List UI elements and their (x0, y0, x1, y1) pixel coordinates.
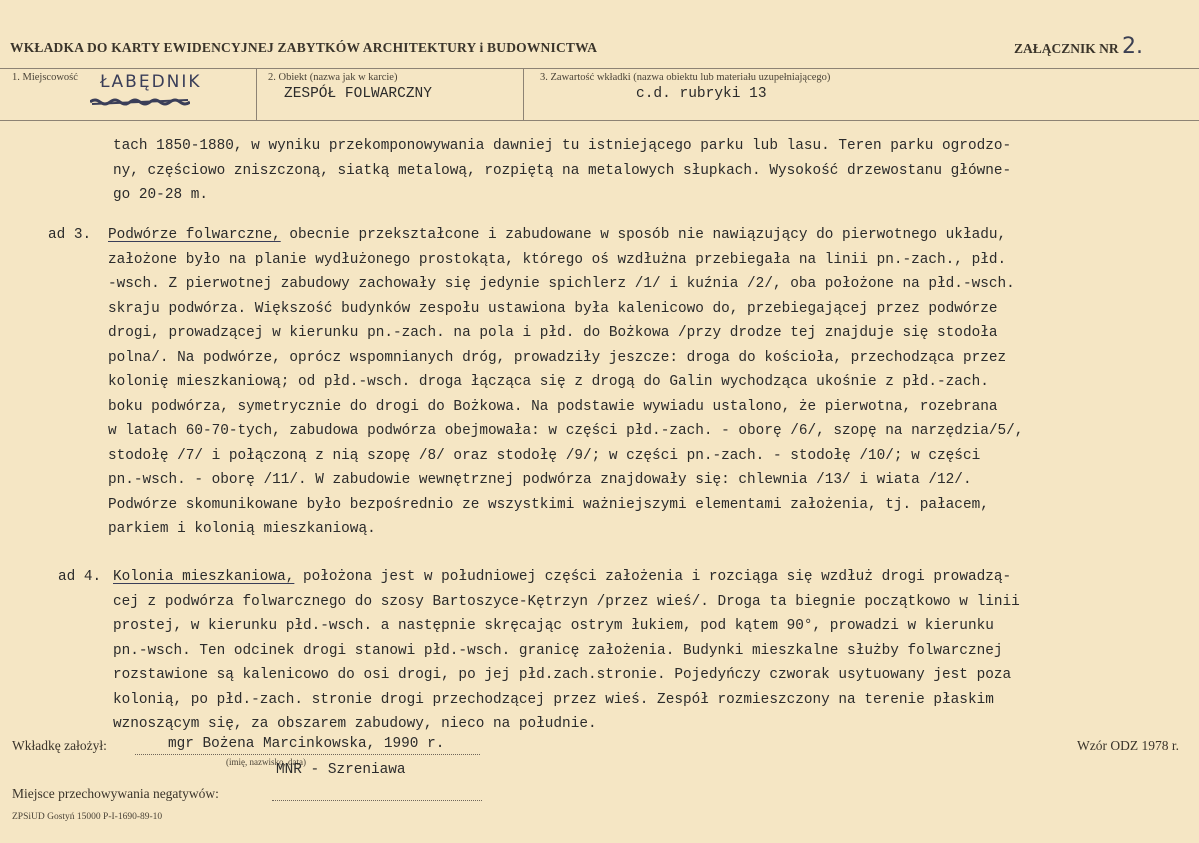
text-line: ny, częściowo zniszczoną, siatką metalową, rozpiętą na metalowych słupkach. Wysokość drzewostanu główne- (113, 162, 1012, 179)
negatives-label: Miejsce przechowywania negatywów: (12, 786, 219, 801)
text-line: pn.-wsch. Ten odcinek drogi stanowi płd.-wsch. granicę założenia. Budynki mieszkalne służby folwarcznej (113, 642, 1003, 659)
author-label: Wkładkę założył: (12, 738, 107, 753)
negatives-dotted-line (272, 800, 482, 801)
text-line: kolonię mieszkaniową; od płd.-wsch. droga łącząca się z drogą do Galin wychodząca ukośnie z płd.-zach. (108, 374, 989, 390)
field-2-value: ZESPÓŁ FOLWARCZNY (284, 86, 432, 102)
text-line: pn.-wsch. - oborę /11/. W zabudowie wewnętrznej podwórza znajdowały się: chlewnia /13/ i wiata /12/. (108, 472, 972, 488)
field-3-label: 3. Zawartość wkładki (nazwa obiektu lub materiału uzupełniającego) (540, 72, 831, 83)
author-value: mgr Bożena Marcinkowska, 1990 r. (168, 736, 445, 752)
attachment-number (1014, 34, 1143, 59)
field-2-label: 2. Obiekt (nazwa jak w karcie) (268, 72, 398, 83)
text-line: wznoszącym się, za obszarem zabudowy, nieco na południe. (113, 716, 597, 732)
text-line: skraju podwórza. Większość budynków zespołu ustawiona była kalenicowo do, przebiegającej przez podwórze (108, 300, 998, 317)
text-line: cej z podwórza folwarcznego do szosy Bartoszyce-Kętrzyn /przez wieś/. Droga ta biegnie początkowo w linii (113, 593, 1020, 610)
text-line: polna/. Na podwórze, oprócz wspomnianych dróg, prowadziły jeszcze: droga do kościoła, przechodząca przez (108, 349, 1007, 366)
section-heading: Kolonia mieszkaniowa, (113, 569, 295, 585)
text-line: kolonią, po płd.-zach. stronie drogi przechodzącej przez wieś. Zespół rozmieszczony na terenie płaskim (113, 691, 994, 708)
field-1-label: 1. Miejscowość (12, 72, 78, 83)
section-ad4 (113, 565, 1020, 737)
text-line: prostej, w kierunku płd.-wsch. a następnie skręcając ostrym łukiem, pod kątem 90°, prowadzi w kierunku (113, 618, 994, 634)
text-line: Podwórze folwarczne, obecnie przekształcone i zabudowane w sposób nie nawiązujący do pierwotnego układu, (108, 227, 1007, 243)
section-ad4-marker: ad 4. (58, 569, 102, 585)
text-line: założone było na planie wydłużonego prostokąta, którego oś wzdłużna przebiegała na linii pn.-zach., płd. (108, 251, 1007, 268)
form-title: WKŁADKA DO KARTY EWIDENCYJNEJ ZABYTKÓW ARCHITEKTURY i BUDOWNICTWA (10, 40, 598, 55)
field-divider-2 (523, 68, 524, 120)
section-ad3-marker: ad 3. (48, 227, 92, 243)
author-hint: (imię, nazwisko, data) (226, 757, 306, 767)
text-line: go 20-28 m. (113, 187, 208, 203)
institution: MNR - Szreniawa (276, 762, 406, 778)
text-line: Podwórze skomunikowane było bezpośrednio ze wszystkimi ważniejszymi elementami założenia, tj. pałacem, (108, 496, 989, 513)
field-3-value: c.d. rubryki 13 (636, 86, 767, 102)
text-line: Kolonia mieszkaniowa, położona jest w południowej części założenia i rozciąga się wzdłuż drogi prowadzą- (113, 569, 1012, 585)
header-rule (0, 68, 1199, 69)
print-info: ZPSiUD Gostyń 15000 P-I-1690-89-10 (12, 812, 163, 822)
paragraph-continuation (113, 134, 1011, 208)
section-heading: Podwórze folwarczne, (108, 227, 281, 243)
attachment-number-value: 2. (1122, 34, 1143, 59)
crossed-out-text (90, 97, 190, 107)
text-line: parkiem i kolonią mieszkaniową. (108, 521, 376, 537)
section-ad3 (108, 223, 1023, 542)
field-divider-1 (256, 68, 257, 120)
text-line: drogi, prowadzącej w kierunku pn.-zach. na pola i płd. do Bożkowa /przy drodze tej znajduje się stodoła (108, 325, 998, 341)
field-1-value: ŁABĘDNIK (100, 72, 202, 92)
fields-rule (0, 120, 1199, 121)
author-dotted-line (135, 754, 480, 755)
form-id: Wzór ODZ 1978 r. (1077, 738, 1179, 753)
text-line: w latach 60-70-tych, zabudowa podwórza obejmowała: w części płd.-zach. - oborę /6/, szopę na narzędzia/5/, (108, 423, 1024, 439)
text-line: tach 1850-1880, w wyniku przekomponowywania dawniej tu istniejącego parku lub lasu. Teren parku ogrodzo- (113, 138, 1012, 154)
text-line: rozstawione są kalenicowo do osi drogi, po jej płd.zach.stronie. Pojedyńczy czworak usytuowany jest poza (113, 667, 1012, 683)
text-line: -wsch. Z pierwotnej zabudowy zachowały się jedynie spichlerz /1/ i kuźnia /2/, oba położone na płd.-wsch. (108, 276, 1015, 292)
text-line: boku podwórza, symetrycznie do drogi do Bożkowa. Na podstawie wywiadu ustalono, że pierwotna, rozebrana (108, 398, 998, 415)
text-line: stodołę /7/ i połączoną z nią szopę /8/ oraz stodołę /9/; w części pn.-zach. - stodołę /10/; w części (108, 447, 981, 464)
attachment-label: ZAŁĄCZNIK NR (1013, 41, 1119, 56)
